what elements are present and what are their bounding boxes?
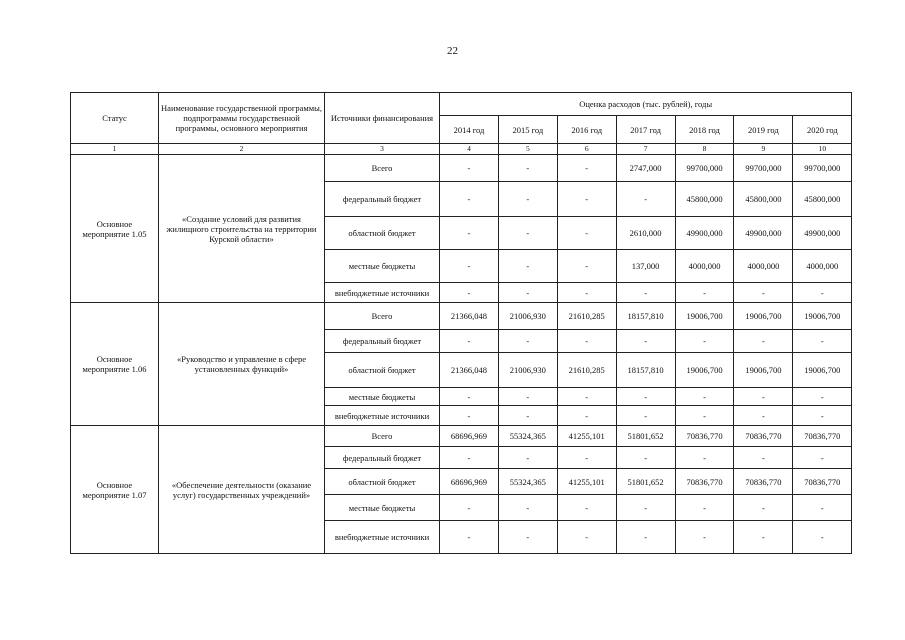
value-cell: - — [675, 447, 734, 469]
value-cell: - — [498, 217, 557, 250]
value-cell: - — [675, 521, 734, 554]
value-cell: 21610,285 — [557, 303, 616, 330]
table-row — [71, 155, 852, 182]
value-cell: - — [557, 155, 616, 182]
value-cell: - — [616, 495, 675, 521]
status-cell: Основное мероприятие 1.05 — [71, 155, 159, 303]
value-cell: 4000,000 — [793, 250, 852, 283]
header-year: 2015 год — [498, 116, 557, 144]
value-cell: 19006,700 — [793, 303, 852, 330]
value-cell: 2747,000 — [616, 155, 675, 182]
header-year: 2020 год — [793, 116, 852, 144]
value-cell: 21366,048 — [440, 353, 499, 388]
value-cell: - — [440, 406, 499, 426]
value-cell: 19006,700 — [675, 353, 734, 388]
value-cell: 70836,770 — [675, 469, 734, 495]
value-cell: 49900,000 — [734, 217, 793, 250]
value-cell: - — [734, 406, 793, 426]
value-cell: 49900,000 — [793, 217, 852, 250]
funding-source-cell: Всего — [325, 155, 440, 182]
value-cell: - — [734, 283, 793, 303]
funding-source-cell: внебюджетные источники — [325, 521, 440, 554]
column-numbers-row — [71, 144, 852, 155]
header-name: Наименование государственной программы, подпрограммы государственной программы, основного мероприятия — [159, 93, 325, 144]
value-cell: - — [440, 388, 499, 406]
header-year: 2016 год — [557, 116, 616, 144]
funding-source-cell: Всего — [325, 303, 440, 330]
funding-source-cell: местные бюджеты — [325, 495, 440, 521]
value-cell: - — [734, 330, 793, 353]
value-cell: - — [498, 155, 557, 182]
value-cell: 70836,770 — [793, 426, 852, 447]
column-number: 6 — [557, 144, 616, 155]
value-cell: - — [440, 155, 499, 182]
page-number: 22 — [447, 45, 458, 57]
funding-source-cell: федеральный бюджет — [325, 330, 440, 353]
status-cell: Основное мероприятие 1.07 — [71, 426, 159, 554]
value-cell: - — [498, 406, 557, 426]
value-cell: - — [498, 521, 557, 554]
value-cell: - — [440, 283, 499, 303]
value-cell: - — [734, 521, 793, 554]
value-cell: - — [557, 495, 616, 521]
value-cell: 21006,930 — [498, 353, 557, 388]
value-cell: 68696,969 — [440, 469, 499, 495]
column-number: 4 — [440, 144, 499, 155]
value-cell: - — [675, 283, 734, 303]
value-cell: 2610,000 — [616, 217, 675, 250]
value-cell: - — [557, 521, 616, 554]
value-cell: 41255,101 — [557, 426, 616, 447]
value-cell: - — [557, 217, 616, 250]
value-cell: 18157,810 — [616, 303, 675, 330]
value-cell: - — [440, 447, 499, 469]
value-cell: - — [675, 495, 734, 521]
value-cell: - — [557, 283, 616, 303]
value-cell: 70836,770 — [675, 426, 734, 447]
value-cell: - — [793, 388, 852, 406]
header-year: 2014 год — [440, 116, 499, 144]
value-cell: - — [440, 217, 499, 250]
value-cell: 41255,101 — [557, 469, 616, 495]
value-cell: - — [616, 283, 675, 303]
value-cell: - — [557, 250, 616, 283]
value-cell: 70836,770 — [793, 469, 852, 495]
value-cell: 68696,969 — [440, 426, 499, 447]
value-cell: - — [616, 406, 675, 426]
value-cell: 99700,000 — [675, 155, 734, 182]
value-cell: - — [675, 388, 734, 406]
value-cell: 70836,770 — [734, 469, 793, 495]
value-cell: - — [675, 330, 734, 353]
value-cell: - — [498, 447, 557, 469]
funding-source-cell: местные бюджеты — [325, 388, 440, 406]
funding-source-cell: федеральный бюджет — [325, 447, 440, 469]
funding-source-cell: Всего — [325, 426, 440, 447]
value-cell: - — [616, 330, 675, 353]
measure-name-cell: «Создание условий для развития жилищного строительства на территории Курской области» — [159, 155, 325, 303]
header-year: 2019 год — [734, 116, 793, 144]
value-cell: 99700,000 — [734, 155, 793, 182]
value-cell: 21366,048 — [440, 303, 499, 330]
value-cell: 51801,652 — [616, 426, 675, 447]
value-cell: 137,000 — [616, 250, 675, 283]
header-year: 2017 год — [616, 116, 675, 144]
column-number: 9 — [734, 144, 793, 155]
value-cell: - — [734, 495, 793, 521]
value-cell: - — [498, 182, 557, 217]
funding-source-cell: внебюджетные источники — [325, 406, 440, 426]
funding-source-cell: местные бюджеты — [325, 250, 440, 283]
funding-source-cell: областной бюджет — [325, 469, 440, 495]
value-cell: - — [734, 388, 793, 406]
value-cell: 55324,365 — [498, 426, 557, 447]
header-year: 2018 год — [675, 116, 734, 144]
measure-name-cell: «Обеспечение деятельности (оказание услуг) государственных учреждений» — [159, 426, 325, 554]
funding-source-cell: внебюджетные источники — [325, 283, 440, 303]
value-cell: - — [616, 182, 675, 217]
budget-table — [70, 92, 852, 554]
value-cell: - — [498, 250, 557, 283]
value-cell: 45800,000 — [793, 182, 852, 217]
value-cell: - — [793, 495, 852, 521]
value-cell: - — [793, 521, 852, 554]
header-row — [71, 93, 852, 116]
value-cell: - — [557, 182, 616, 217]
measure-name-cell: «Руководство и управление в сфере установленных функций» — [159, 303, 325, 426]
value-cell: 99700,000 — [793, 155, 852, 182]
table-row — [71, 426, 852, 447]
value-cell: 18157,810 — [616, 353, 675, 388]
column-number: 5 — [498, 144, 557, 155]
value-cell: 19006,700 — [734, 353, 793, 388]
value-cell: 21006,930 — [498, 303, 557, 330]
header-estimate: Оценка расходов (тыс. рублей), годы — [440, 93, 852, 116]
value-cell: - — [675, 406, 734, 426]
value-cell: - — [734, 447, 793, 469]
value-cell: 19006,700 — [734, 303, 793, 330]
value-cell: 55324,365 — [498, 469, 557, 495]
value-cell: - — [498, 330, 557, 353]
value-cell: - — [793, 447, 852, 469]
value-cell: - — [440, 182, 499, 217]
table-row — [71, 303, 852, 330]
value-cell: 21610,285 — [557, 353, 616, 388]
column-number: 3 — [325, 144, 440, 155]
value-cell: 45800,000 — [734, 182, 793, 217]
value-cell: - — [616, 447, 675, 469]
value-cell: - — [793, 283, 852, 303]
value-cell: 19006,700 — [793, 353, 852, 388]
funding-source-cell: областной бюджет — [325, 217, 440, 250]
value-cell: - — [498, 495, 557, 521]
value-cell: - — [793, 406, 852, 426]
value-cell: - — [498, 283, 557, 303]
column-number: 1 — [71, 144, 159, 155]
value-cell: - — [440, 330, 499, 353]
value-cell: - — [557, 406, 616, 426]
header-status: Статус — [71, 93, 159, 144]
column-number: 10 — [793, 144, 852, 155]
funding-source-cell: федеральный бюджет — [325, 182, 440, 217]
value-cell: 4000,000 — [734, 250, 793, 283]
value-cell: - — [616, 388, 675, 406]
header-source: Источники финансирования — [325, 93, 440, 144]
value-cell: - — [557, 330, 616, 353]
value-cell: - — [440, 521, 499, 554]
value-cell: 4000,000 — [675, 250, 734, 283]
value-cell: - — [440, 250, 499, 283]
value-cell: - — [440, 495, 499, 521]
value-cell: 49900,000 — [675, 217, 734, 250]
value-cell: - — [793, 330, 852, 353]
column-number: 2 — [159, 144, 325, 155]
value-cell: - — [616, 521, 675, 554]
column-number: 8 — [675, 144, 734, 155]
value-cell: - — [557, 388, 616, 406]
value-cell: 19006,700 — [675, 303, 734, 330]
column-number: 7 — [616, 144, 675, 155]
budget-table-body — [71, 93, 852, 554]
value-cell: - — [498, 388, 557, 406]
value-cell: 70836,770 — [734, 426, 793, 447]
funding-source-cell: областной бюджет — [325, 353, 440, 388]
value-cell: 51801,652 — [616, 469, 675, 495]
value-cell: 45800,000 — [675, 182, 734, 217]
value-cell: - — [557, 447, 616, 469]
status-cell: Основное мероприятие 1.06 — [71, 303, 159, 426]
